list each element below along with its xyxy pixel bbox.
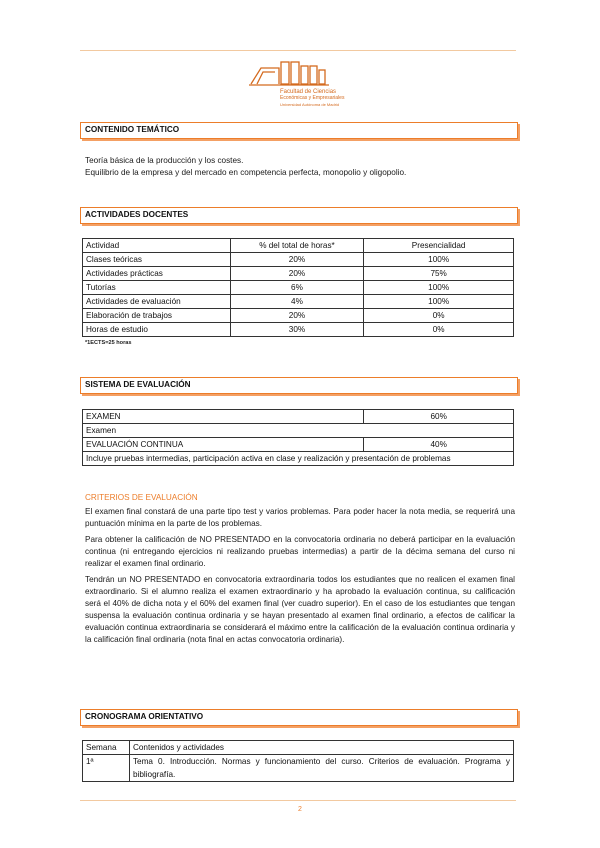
table-cell: 20%: [230, 267, 364, 281]
ects-note: *1ECTS=25 horas: [85, 340, 132, 346]
criterios-paragraph-2: Para obtener la calificación de NO PRESENTADO en la convocatoria ordinaria no deberá participar en la evaluación continua (ni entregando ejercicios ni realizando pruebas intermedias) a partir de la décima semana del curso ni realizar el examen final ordinario.: [85, 535, 515, 568]
table-cell: Tutorías: [83, 281, 231, 295]
table-header-cell: Actividad: [83, 239, 231, 253]
table-cell: Horas de estudio: [83, 323, 231, 337]
criterios-title: CRITERIOS DE EVALUACIÓN: [85, 493, 198, 502]
table-cell: 100%: [364, 295, 514, 309]
table-cell: 1ª: [83, 755, 130, 782]
table-row: [83, 253, 514, 267]
table-row: [83, 295, 514, 309]
table-header-row: [83, 741, 514, 755]
table-cell: 20%: [230, 309, 364, 323]
evaluacion-table: [82, 409, 514, 466]
table-cell: 0%: [364, 323, 514, 337]
criterios-paragraph-3: Tendrán un NO PRESENTADO en convocatoria extraordinaria todos los estudiantes que no realicen el examen final extraordinario. Si el alumno realiza el examen extraordinario y ha aprobado la evaluación continua, su calificación será el 40% de dicha nota y el 60% del examen final (ver cuadro superior). En el caso de los estudiantes que tengan suspensa la evaluación continua ordinaria y se hayan presentado al examen final ordinario, a efectos de calificar la evaluación continua extraordinaria se considerará el máximo entre la calificación de la evaluación continua ordinaria y la calificación final ordinaria (nota final en actas convocatoria ordinaria).: [85, 575, 515, 644]
table-cell: Clases teóricas: [83, 253, 231, 267]
examen-value: 60%: [364, 410, 514, 424]
header-rule: [80, 50, 516, 51]
logo-text-line-3: Universidad Autónoma de Madrid: [280, 102, 340, 107]
table-row: [83, 438, 514, 452]
section-contenido: [80, 122, 518, 139]
table-header-cell: Presencialidad: [364, 239, 514, 253]
table-cell: 100%: [364, 253, 514, 267]
logo-text-line-2: Económicas y Empresariales: [280, 95, 345, 101]
section-title: ACTIVIDADES DOCENTES: [85, 210, 189, 219]
table-row: [83, 755, 514, 782]
table-header-cell: Contenidos y actividades: [129, 741, 513, 755]
continua-value: 40%: [364, 438, 514, 452]
table-row: [83, 309, 514, 323]
section-cronograma: [80, 709, 518, 726]
section-title: SISTEMA DE EVALUACIÓN: [85, 380, 191, 389]
section-title: CRONOGRAMA ORIENTATIVO: [85, 712, 204, 721]
section-title: CONTENIDO TEMÁTICO: [85, 125, 180, 134]
table-cell: Actividades prácticas: [83, 267, 231, 281]
table-cell: 20%: [230, 253, 364, 267]
table-cell: 4%: [230, 295, 364, 309]
table-row: [83, 410, 514, 424]
table-row: [83, 323, 514, 337]
actividades-table: [82, 238, 514, 337]
table-cell: 30%: [230, 323, 364, 337]
continua-label: EVALUACIÓN CONTINUA: [83, 438, 364, 452]
table-cell: 75%: [364, 267, 514, 281]
cronograma-table: [82, 740, 514, 782]
table-cell: 100%: [364, 281, 514, 295]
section-actividades: [80, 207, 518, 224]
page-number: 2: [298, 806, 302, 813]
table-cell: Actividades de evaluación: [83, 295, 231, 309]
examen-desc: Examen: [83, 424, 514, 438]
table-cell: Elaboración de trabajos: [83, 309, 231, 323]
table-row: [83, 281, 514, 295]
footer-rule: [80, 800, 516, 801]
continua-desc: Incluye pruebas intermedias, participación activa en clase y realización y presentación de problemas: [83, 452, 514, 466]
table-row: [83, 424, 514, 438]
section-evaluacion: [80, 377, 518, 394]
table-cell: 6%: [230, 281, 364, 295]
table-row: [83, 452, 514, 466]
examen-label: EXAMEN: [83, 410, 364, 424]
table-cell: Tema 0. Introducción. Normas y funcionamiento del curso. Criterios de evaluación. Programa y bibliografía.: [129, 755, 513, 782]
contenido-line-1: Teoría básica de la producción y los costes.: [85, 156, 244, 165]
logo-text-line-1: Facultad de Ciencias: [280, 89, 337, 95]
table-row: [83, 267, 514, 281]
table-cell: 0%: [364, 309, 514, 323]
table-header-cell: % del total de horas*: [230, 239, 364, 253]
contenido-line-2: Equilibrio de la empresa y del mercado en competencia perfecta, monopolio y oligopolio.: [85, 168, 407, 177]
table-header-row: [83, 239, 514, 253]
criterios-paragraph-1: El examen final constará de una parte tipo test y varios problemas. Para poder hacer la nota media, se requerirá una puntuación mínima en la parte de los problemas.: [85, 507, 515, 528]
table-header-cell: Semana: [83, 741, 130, 755]
